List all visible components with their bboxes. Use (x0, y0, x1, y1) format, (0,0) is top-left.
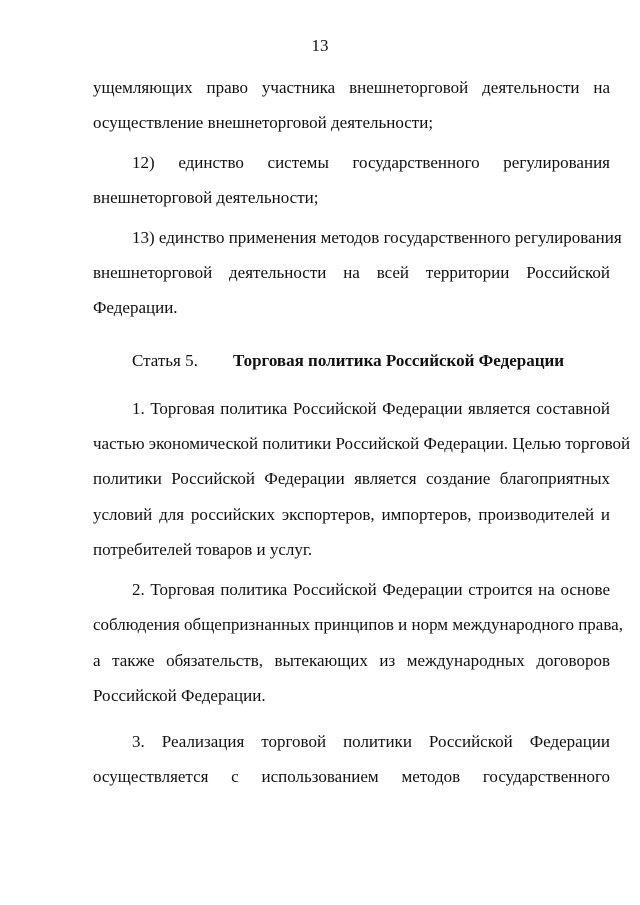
text-line: соблюдения общепризнанных принципов и норм международного права, (93, 615, 623, 634)
text-line: осуществление внешнеторговой деятельности; (93, 113, 434, 132)
text-line: частью экономической политики Российской Федерации. Целью торговой (93, 434, 631, 453)
text-line: Федерации. (93, 298, 178, 317)
text-line: потребителей товаров и услуг. (93, 540, 313, 559)
text-line: 12) единство системы государственного регулирования (132, 153, 610, 172)
text-line: внешнеторговой деятельности; (93, 188, 319, 207)
text-line: 13) единство применения методов государственного регулирования (132, 228, 622, 247)
text-line: Российской Федерации. (93, 686, 266, 705)
page-number: 13 (311, 36, 329, 55)
text-line: осуществляется с использованием методов государственного (93, 767, 610, 786)
article-heading (132, 349, 610, 373)
text-line: политики Российской Федерации является создание благоприятных (93, 469, 610, 488)
text-line: ущемляющих право участника внешнеторговой деятельности на (93, 78, 610, 97)
text-line: внешнеторговой деятельности на всей территории Российской (93, 263, 610, 282)
text-line: а также обязательств, вытекающих из международных договоров (93, 651, 610, 670)
article-title: Торговая политика Российской Федерации (233, 351, 565, 370)
text-line: 3. Реализация торговой политики Российской Федерации (132, 732, 610, 751)
text-line: 1. Торговая политика Российской Федерации является составной (132, 399, 610, 418)
text-line: 2. Торговая политика Российской Федерации строится на основе (132, 580, 610, 599)
text-line: условий для российских экспортеров, импортеров, производителей и (93, 505, 610, 524)
article-label: Статья 5. (132, 351, 198, 370)
